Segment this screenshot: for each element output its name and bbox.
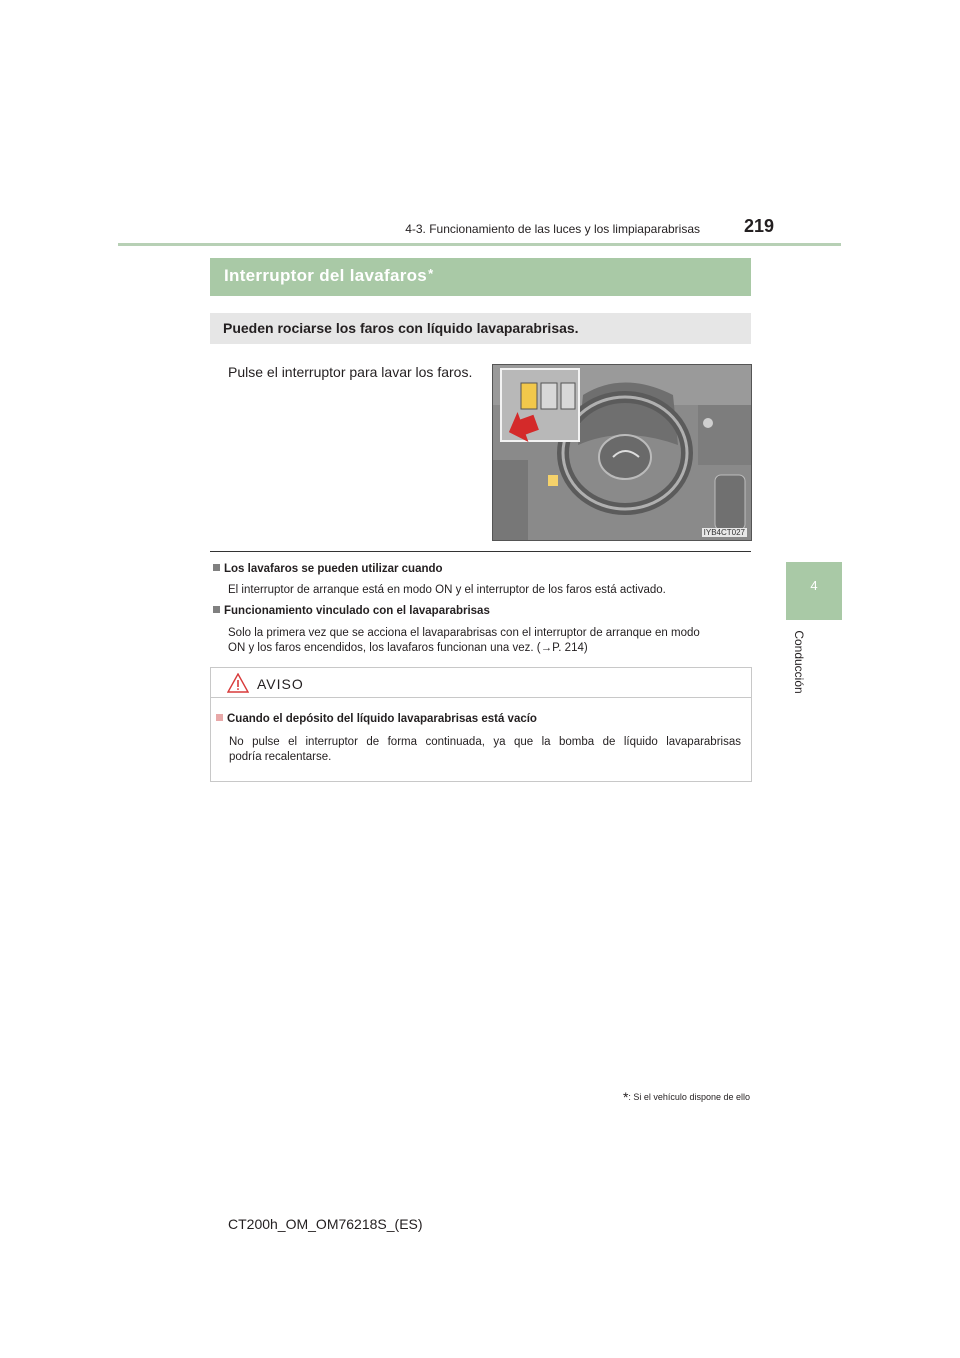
document-code: CT200h_OM_OM76218S_(ES) <box>228 1216 423 1232</box>
step-instruction: Pulse el interruptor para lavar los faros. <box>228 364 473 380</box>
separator-rule <box>210 551 751 552</box>
dashboard-illustration <box>492 364 752 541</box>
asterisk-icon: * <box>622 1089 629 1105</box>
chapter-label: Conducción <box>792 630 806 694</box>
warning-header <box>211 668 751 698</box>
header-section-title: 4-3. Funcionamiento de las luces y los limpiaparabrisas <box>405 222 700 236</box>
section-title-bar <box>210 258 751 296</box>
bullet-square-icon <box>213 564 220 571</box>
warning-title: AVISO <box>257 676 304 692</box>
optional-marker: * <box>428 266 434 281</box>
note-body-2-line1: Solo la primera vez que se acciona el lavaparabrisas con el interruptor de arranque en modo <box>228 627 700 639</box>
lead-bar <box>210 313 751 344</box>
note-body-1: El interruptor de arranque está en modo ON y el interruptor de los faros está activado. <box>228 584 666 596</box>
bullet-square-icon <box>213 606 220 613</box>
note-body-2-line2: ON y los faros encendidos, los lavafaros funcionan una vez. (→P. 214) <box>228 642 588 654</box>
chapter-number: 4 <box>810 578 818 593</box>
figure-code: IYB4CT027 <box>703 528 745 537</box>
note-heading-1: Los lavafaros se pueden utilizar cuando <box>213 563 443 575</box>
header-rule <box>118 243 841 246</box>
warning-body-line2: podría recalentarse. <box>229 751 332 763</box>
warning-box <box>210 667 752 782</box>
section-title: Interruptor del lavafaros* <box>224 266 434 285</box>
warning-body-line1: No pulse el interruptor de forma continuada, ya que la bomba de líquido lavaparabrisas <box>229 736 741 748</box>
page-number: 219 <box>743 216 774 236</box>
bullet-square-icon <box>216 714 223 721</box>
page-reference-link[interactable]: P. 214) <box>552 642 588 654</box>
warning-triangle-icon <box>227 673 249 693</box>
note-heading-2: Funcionamiento vinculado con el lavaparabrisas <box>213 605 490 617</box>
warning-heading: Cuando el depósito del líquido lavaparabrisas está vacío <box>216 713 537 725</box>
lead-text: Pueden rociarse los faros con líquido lavaparabrisas. <box>223 320 579 336</box>
dashboard-drawing <box>493 365 751 540</box>
reference-arrow-icon: → <box>540 642 553 654</box>
footnote: *: Si el vehículo dispone de ello <box>622 1089 750 1105</box>
